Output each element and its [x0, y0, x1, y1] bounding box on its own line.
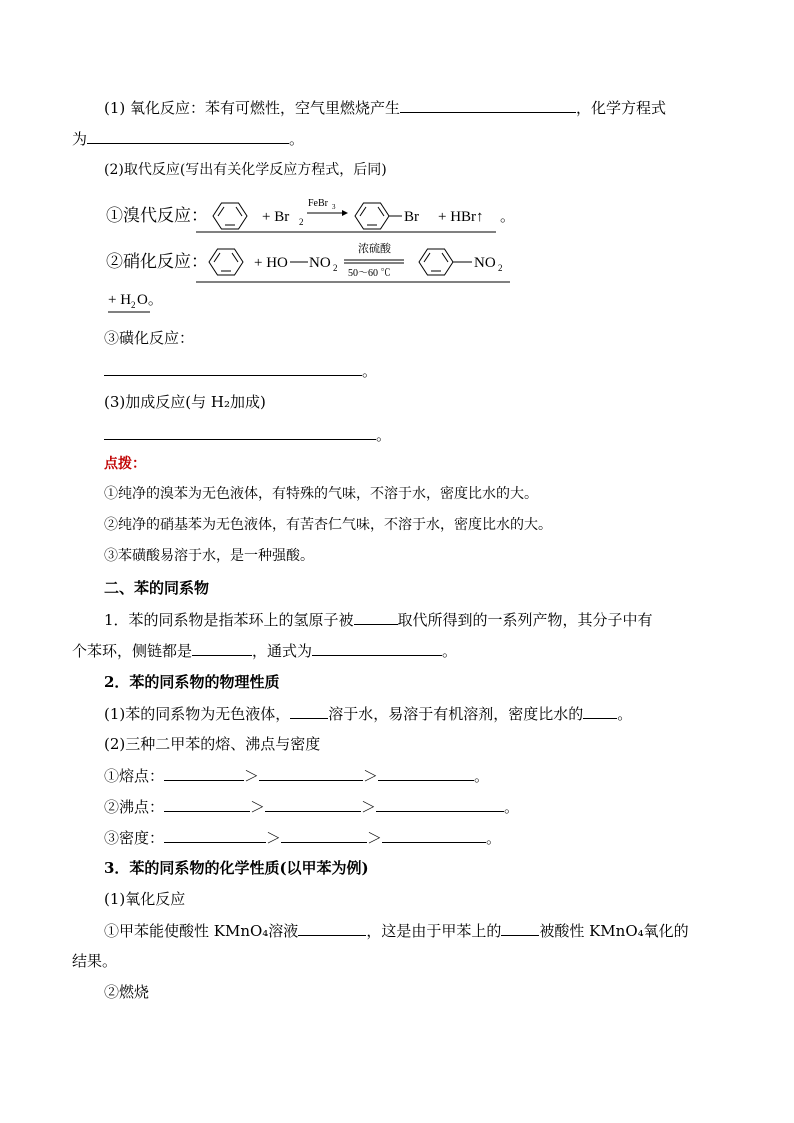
- item-oxidation-line1: [104, 97, 722, 118]
- nitrobenzene-ring-icon: [419, 249, 472, 275]
- benzene-ring-icon: [209, 249, 243, 275]
- tip-3: ③苯磺酸易溶于水，是一种强酸。: [104, 548, 314, 564]
- tip-heading: 点拨：: [104, 456, 146, 472]
- gt-sign: ＞: [266, 829, 282, 847]
- plus-h2o: + H: [108, 292, 132, 308]
- boiling-point: [104, 796, 722, 817]
- boiling-label: ②沸点：: [104, 798, 165, 816]
- tip-1: ①纯净的溴苯为无色液体，有特殊的气味，不溶于水，密度比水的大。: [104, 486, 538, 502]
- q3-text-3: 被酸性 KMnO₄氧化的: [539, 922, 689, 940]
- no2-product: NO: [474, 255, 496, 271]
- period: 。: [617, 705, 633, 723]
- nitration-reaction: [104, 238, 524, 290]
- answer-blank[interactable]: [290, 703, 328, 719]
- section-title: 二、苯的同系物: [104, 579, 210, 597]
- density: [104, 827, 722, 848]
- gt-sign: ＞: [363, 767, 379, 785]
- period: 。: [376, 426, 392, 444]
- answer-blank[interactable]: [104, 424, 376, 440]
- condition-temp: 50～60 ℃: [348, 268, 391, 279]
- answer-blank[interactable]: [164, 796, 250, 812]
- no2-sub: 2: [333, 263, 338, 273]
- melting-point: [104, 765, 722, 786]
- answer-blank[interactable]: [354, 609, 398, 625]
- q1-line1: [104, 609, 722, 630]
- oxidation-text: (1) 氧化反应：苯有可燃性，空气里燃烧产生: [104, 99, 401, 117]
- period: 。: [442, 642, 458, 660]
- item-addition: [104, 392, 722, 412]
- q1-text-3: 个苯环，侧链都是: [72, 642, 193, 660]
- item-sulfonation: [104, 328, 722, 348]
- melting-label: ①熔点：: [104, 767, 165, 785]
- nitration-label: ②硝化反应：: [106, 252, 208, 271]
- q2-line2: (2)三种二甲苯的熔、沸点与密度: [104, 735, 321, 753]
- h2o-o: O。: [137, 292, 163, 308]
- answer-blank[interactable]: [104, 360, 362, 376]
- catalyst-febr3: FeBr: [308, 198, 328, 209]
- answer-blank[interactable]: [87, 128, 289, 144]
- bromination-label: ①溴代反应：: [106, 206, 208, 225]
- plus-ho: + HO: [254, 255, 288, 271]
- answer-blank[interactable]: [298, 920, 366, 936]
- catalyst-sub: 3: [332, 203, 336, 211]
- answer-blank[interactable]: [192, 640, 252, 656]
- q2-line1: [104, 703, 722, 724]
- answer-blank[interactable]: [265, 796, 361, 812]
- period: 。: [289, 130, 305, 148]
- benzene-ring-icon: [213, 203, 247, 229]
- addition-heading: (3)加成反应(与 H₂加成): [104, 393, 266, 411]
- answer-blank[interactable]: [312, 640, 442, 656]
- plus-br2: + Br: [262, 209, 290, 225]
- answer-blank[interactable]: [164, 827, 266, 843]
- wei-text: 为: [72, 130, 88, 148]
- q3-line1: [104, 920, 722, 941]
- br-substituent: Br: [404, 209, 419, 225]
- period: 。: [474, 767, 490, 785]
- period: 。: [362, 362, 378, 380]
- h2o-sub: 2: [131, 300, 136, 310]
- q1-text: 1．苯的同系物是指苯环上的氢原子被: [104, 611, 354, 629]
- plus-hbr: + HBr↑: [438, 209, 484, 225]
- q3-line2: 结果。: [72, 952, 118, 970]
- condition-acid: 浓硫酸: [358, 243, 391, 255]
- bromobenzene-ring-icon: [355, 203, 402, 229]
- period: 。: [486, 829, 502, 847]
- q2-text: (1)苯的同系物为无色液体，: [104, 705, 291, 723]
- gt-sign: ＞: [361, 798, 377, 816]
- q1-line2: [72, 640, 722, 661]
- sulfonation-label: ③磺化反应：: [104, 329, 195, 347]
- answer-blank[interactable]: [164, 765, 244, 781]
- gt-sign: ＞: [244, 767, 260, 785]
- answer-blank[interactable]: [259, 765, 363, 781]
- br2-sub: 2: [299, 217, 304, 227]
- period: 。: [504, 798, 520, 816]
- bromination-reaction: [104, 194, 524, 240]
- reaction-end: 。: [500, 209, 516, 225]
- gt-sign: ＞: [367, 829, 383, 847]
- answer-blank[interactable]: [400, 97, 576, 113]
- item-oxidation-line2: [72, 128, 722, 149]
- q2-text-2: 溶于水，易溶于有机溶剂，密度比水的: [328, 705, 584, 723]
- answer-blank[interactable]: [583, 703, 617, 719]
- answer-blank[interactable]: [382, 827, 486, 843]
- q3-oxidation: (1)氧化反应: [104, 890, 186, 908]
- oxidation-text-2: ，化学方程式: [576, 99, 667, 117]
- q1-text-2: 取代所得到的一系列产物，其分子中有: [397, 611, 653, 629]
- answer-blank[interactable]: [501, 920, 539, 936]
- substitution-heading: (2)取代反应(写出有关化学反应方程式，后同): [104, 162, 387, 178]
- q2-heading: 2．苯的同系物的物理性质: [104, 673, 280, 691]
- nitration-tail: [104, 286, 184, 320]
- density-label: ③密度：: [104, 829, 165, 847]
- answer-blank[interactable]: [376, 796, 504, 812]
- item-substitution: [104, 160, 722, 180]
- no2-product-sub: 2: [498, 263, 503, 273]
- q3-text: ①甲苯能使酸性 KMnO₄溶液: [104, 922, 299, 940]
- q3-text-2: ，这是由于甲苯上的: [366, 922, 502, 940]
- addition-answer: [104, 424, 722, 445]
- answer-blank[interactable]: [281, 827, 367, 843]
- sulfonation-answer: [104, 360, 722, 381]
- q3-heading: 3．苯的同系物的化学性质(以甲苯为例): [104, 859, 369, 877]
- q1-text-4: ，通式为: [252, 642, 313, 660]
- gt-sign: ＞: [250, 798, 266, 816]
- q3-combustion: ②燃烧: [104, 983, 150, 1001]
- no2-reagent: NO: [309, 255, 331, 271]
- tip-2: ②纯净的硝基苯为无色液体，有苦杏仁气味，不溶于水，密度比水的大。: [104, 517, 552, 533]
- answer-blank[interactable]: [378, 765, 474, 781]
